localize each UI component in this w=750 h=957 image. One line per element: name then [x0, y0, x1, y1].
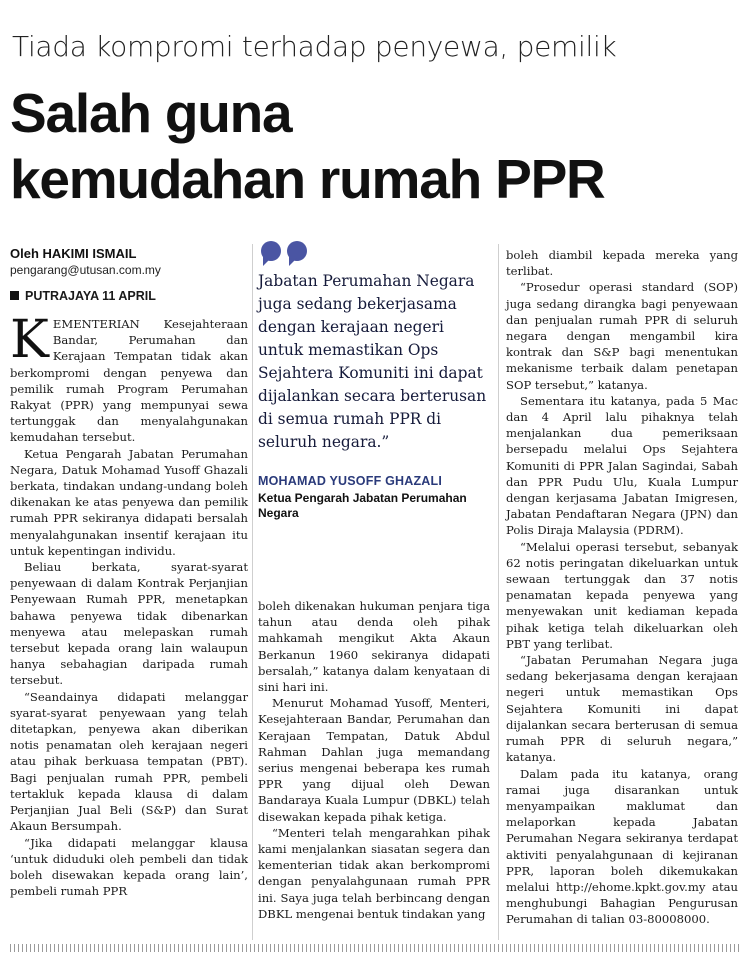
col3-paragraph: Dalam pada itu katanya, orang ramai juga disarankan untuk menyampaikan maklumat dan melaporkan kepada Jabatan Perumahan Negara sekiranya terdapat aktiviti penyalahgunaan di kejiranan PPR, laporan boleh dikemukakan melalui http://ehome.kpkt.gov.my atau menghubungi Bahagian Pengurusan Perumahan di talian 03-80008000. [506, 766, 738, 927]
col3-paragraph: “Jabatan Perumahan Negara juga sedang bekerjasama dengan kerajaan negeri untuk memastikan Ops Sejahtera Komuniti ini dapat dijalankan secara berterusan di semua rumah PPR di seluruh negara,” katanya. [506, 653, 738, 765]
col2-paragraph: boleh dikenakan hukuman penjara tiga tahun atau denda oleh pihak mahkamah mengikut Akta Akaun Berkanun 1960 sekiranya didapati bersalah,” katanya dalam kenyataan di sini hari ini. [258, 599, 490, 695]
pull-quote-role: Ketua Pengarah Jabatan Perumahan Negara [258, 491, 467, 520]
lead-text: EMENTERIAN Kesejahteraan Bandar, Perumahan dan Kerajaan Tempatan tidak akan berkompromi dengan penyewa dan pemilik rumah Program Perumahan Rakyat (PPR) yang mempunyai sewa tertunggak dan menyalahgunakan kemudahan tersebut. [10, 317, 248, 445]
drop-cap: K [10, 310, 49, 370]
byline: Oleh HAKIMI ISMAIL [10, 246, 137, 261]
col3-paragraph: “Melalui operasi tersebut, sebanyak 62 notis peringatan dikeluarkan untuk sewaan tertunggak dan 37 notis penamatan kepada penyewa yang menyewakan unit kediaman kepada pihak ketiga telah dikeluarkan oleh PBT yang terlibat. [506, 539, 738, 651]
col1-paragraph: Beliau berkata, syarat-syarat penyewaan di dalam Kontrak Perjanjian Penyewaan Rumah PPR, menetapkan bahawa penyewa tidak dibenarkan menyewa atau melepaskan rumah tersebut kepada orang lain walaupun hanya sebahagian daripada rumah tersebut. [10, 560, 248, 688]
quote-mark-left-icon [260, 240, 282, 266]
dateline-text: PUTRAJAYA 11 APRIL [25, 289, 156, 303]
col3-paragraph: “Prosedur operasi standard (SOP) juga sedang dirangka bagi penyewaan dan penjualan rumah PPR di seluruh negara dengan mengambil kira kontrak dan S&P bagi menentukan mekanisme terbaik dalam penetapan SOP tersebut,” katanya. [506, 280, 738, 392]
headline-line-1: Salah guna [10, 82, 292, 144]
col1-paragraph: “Seandainya didapati melanggar syarat-syarat penyewaan yang telah ditetapkan, penyewa akan diberikan notis penamatan oleh kerajaan negeri atau pihak berkuasa tempatan (PBT). Bagi penjualan rumah PPR, pembeli tertakluk kepada klausa di dalam Perjanjian Jual Beli (S&P) dan Surat Akaun Bersumpah. [10, 689, 248, 834]
quote-marks-icon [258, 236, 490, 270]
dateline-square-icon [10, 291, 19, 300]
lead-column [10, 310, 248, 899]
column-rule-right [498, 244, 499, 940]
col2-paragraph: Menurut Mohamad Yusoff, Menteri, Kesejahteraan Bandar, Perumahan dan Kerajaan Tempatan, Datuk Abdul Rahman Dahlan juga memandang serius mengenai beberapa kes rumah PPR yang dijual oleh Dewan Bandaraya Kuala Lumpur (DBKL) telah disewakan kepada pihak ketiga. [258, 696, 490, 824]
headline-line-2: kemudahan rumah PPR [10, 148, 605, 210]
dateline [10, 289, 248, 303]
article-headline [10, 80, 740, 212]
column-rule-left [252, 244, 253, 940]
pull-quote-text: Jabatan Perumahan Negara juga sedang bekerjasama dengan kerajaan negeri untuk memastikan Ops Sejahtera Komuniti ini dapat dijalankan secara berterusan di semua rumah PPR di seluruh negara.” [258, 272, 487, 451]
pull-quote [258, 236, 490, 521]
middle-column [258, 598, 490, 922]
lead-paragraph [10, 310, 248, 446]
col1-paragraph: “Jika didapati melanggar klausa ‘untuk diduduki oleh pembeli dan tidak boleh disewakan kepada orang lain’, pembeli rumah PPR [10, 835, 248, 899]
pull-quote-author: MOHAMAD YUSOFF GHAZALI [258, 474, 443, 488]
col2-paragraph: “Menteri telah mengarahkan pihak kami menjalankan siasatan segera dan kementerian tidak akan berkompromi dengan penyalahgunaan rumah PPR ini. Saya juga telah berbincang dengan DBKL mengenai bentuk tindakan yang [258, 825, 490, 921]
right-column [506, 247, 738, 928]
col3-paragraph: Sementara itu katanya, pada 5 Mac dan 4 April lalu pihaknya telah menjalankan dua pemeriksaan bersepadu melalui Ops Sejahtera Komuniti di PPR Jalan Sagindai, Sabah dan PPR Pudu Ulu, Kuala Lumpur dengan kerjasama Jabatan Imigresen, Jabatan Pendaftaran Negara (JPN) dan Polis Diraja Malaysia (PDRM). [506, 393, 738, 538]
col3-paragraph: boleh diambil kepada mereka yang terlibat. [506, 248, 738, 279]
footer-barcode-strip [10, 944, 740, 952]
author-email: pengarang@utusan.com.my [10, 263, 161, 277]
col1-paragraph: Ketua Pengarah Jabatan Perumahan Negara, Datuk Mohamad Yusoff Ghazali berkata, tindakan undang-undang boleh dikenakan ke atas penyewa dan pemilik rumah PPR sekiranya didapati bersalah menyalahgunakan insentif kerajaan itu untuk kepentingan individu. [10, 446, 248, 558]
article-kicker: Tiada kompromi terhadap penyewa, pemilik [12, 30, 617, 63]
quote-mark-right-icon [286, 240, 308, 266]
